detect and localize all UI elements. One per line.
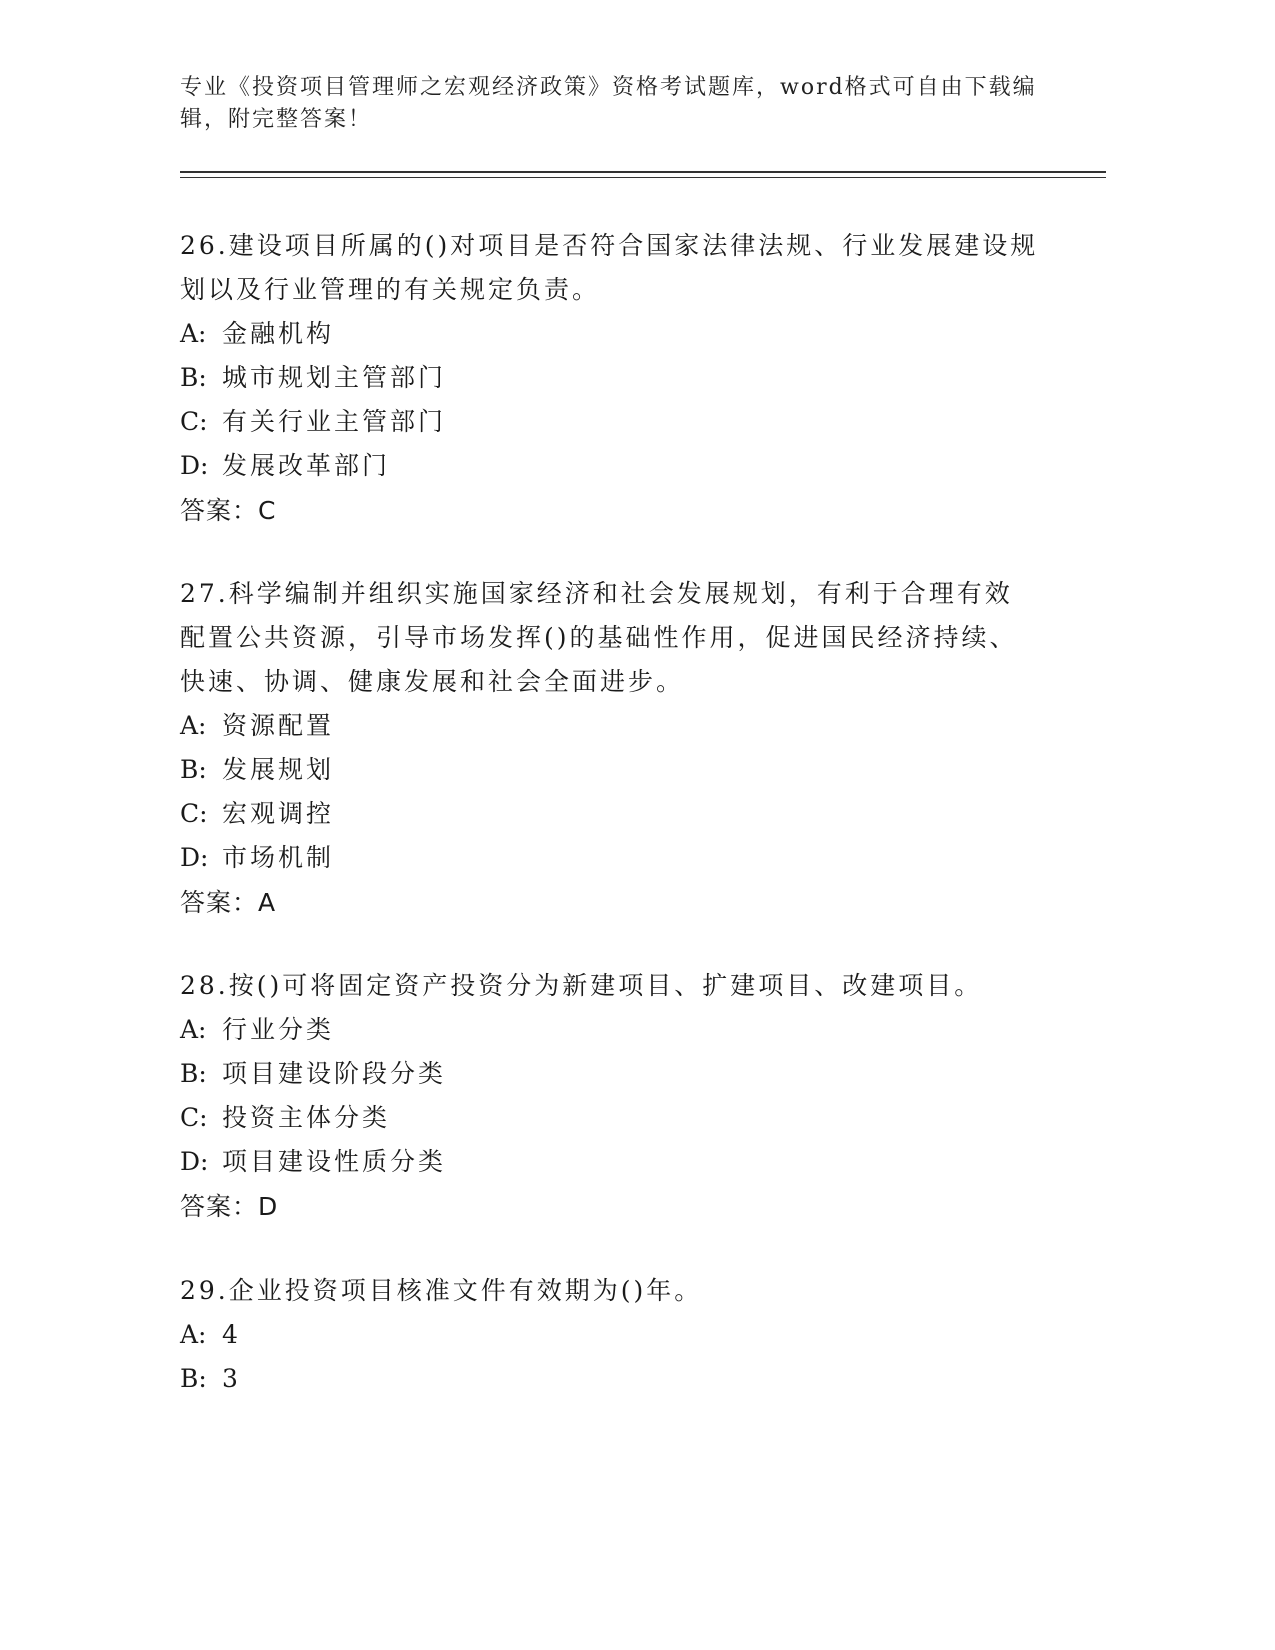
option-letter: C: bbox=[180, 799, 208, 828]
option-a bbox=[180, 1008, 1040, 1052]
question-29 bbox=[180, 1269, 1040, 1401]
option-a bbox=[180, 312, 1040, 356]
question-stem: 29.企业投资项目核准文件有效期为()年。 bbox=[180, 1276, 703, 1305]
option-b bbox=[180, 748, 1040, 792]
option-text: 3 bbox=[222, 1364, 241, 1393]
option-b bbox=[180, 356, 1040, 400]
question-stem: 26.建设项目所属的()对项目是否符合国家法律法规、行业发展建设规划以及行业管理的有关规定负责。 bbox=[180, 231, 1039, 304]
question-27 bbox=[180, 572, 1040, 925]
option-letter: A: bbox=[180, 1015, 207, 1044]
option-text: 投资主体分类 bbox=[222, 1103, 391, 1132]
option-letter: B: bbox=[180, 1364, 207, 1393]
option-letter: A: bbox=[180, 711, 207, 740]
option-text: 4 bbox=[222, 1320, 241, 1349]
option-letter: C: bbox=[180, 407, 208, 436]
answer-line: 答案：A bbox=[180, 888, 277, 917]
option-c bbox=[180, 792, 1040, 836]
option-text: 发展规划 bbox=[222, 755, 335, 784]
option-text: 项目建设阶段分类 bbox=[222, 1059, 447, 1088]
option-letter: D: bbox=[180, 451, 209, 480]
option-text: 宏观调控 bbox=[222, 799, 335, 828]
option-text: 有关行业主管部门 bbox=[222, 407, 447, 436]
option-a bbox=[180, 1313, 1040, 1357]
option-d bbox=[180, 836, 1040, 880]
option-a bbox=[180, 704, 1040, 748]
header-divider-thin bbox=[180, 177, 1106, 178]
document-header: 专业《投资项目管理师之宏观经济政策》资格考试题库，word格式可自由下载编辑，附完整答案！ bbox=[180, 75, 1037, 132]
question-26 bbox=[180, 224, 1040, 533]
option-d bbox=[180, 1140, 1040, 1184]
option-text: 金融机构 bbox=[222, 319, 335, 348]
header-divider-thick bbox=[180, 171, 1106, 173]
option-letter: B: bbox=[180, 755, 207, 784]
option-letter: B: bbox=[180, 1059, 207, 1088]
option-b bbox=[180, 1357, 1040, 1401]
option-text: 行业分类 bbox=[222, 1015, 335, 1044]
option-text: 资源配置 bbox=[222, 711, 335, 740]
option-text: 市场机制 bbox=[222, 843, 335, 872]
option-c bbox=[180, 1096, 1040, 1140]
answer-line: 答案：C bbox=[180, 496, 277, 525]
question-stem: 27.科学编制并组织实施国家经济和社会发展规划，有利于合理有效配置公共资源，引导市场发挥()的基础性作用，促进国民经济持续、快速、协调、健康发展和社会全面进步。 bbox=[180, 579, 1018, 696]
option-letter: A: bbox=[180, 1320, 207, 1349]
option-c bbox=[180, 400, 1040, 444]
answer-line: 答案：D bbox=[180, 1192, 279, 1221]
option-letter: D: bbox=[180, 1147, 209, 1176]
option-letter: C: bbox=[180, 1103, 208, 1132]
option-letter: B: bbox=[180, 363, 207, 392]
question-stem: 28.按()可将固定资产投资分为新建项目、扩建项目、改建项目。 bbox=[180, 971, 983, 1000]
option-text: 城市规划主管部门 bbox=[222, 363, 447, 392]
option-text: 发展改革部门 bbox=[222, 451, 391, 480]
option-letter: D: bbox=[180, 843, 209, 872]
option-b bbox=[180, 1052, 1040, 1096]
question-28 bbox=[180, 964, 1040, 1229]
option-d bbox=[180, 444, 1040, 488]
option-letter: A: bbox=[180, 319, 207, 348]
option-text: 项目建设性质分类 bbox=[222, 1147, 447, 1176]
